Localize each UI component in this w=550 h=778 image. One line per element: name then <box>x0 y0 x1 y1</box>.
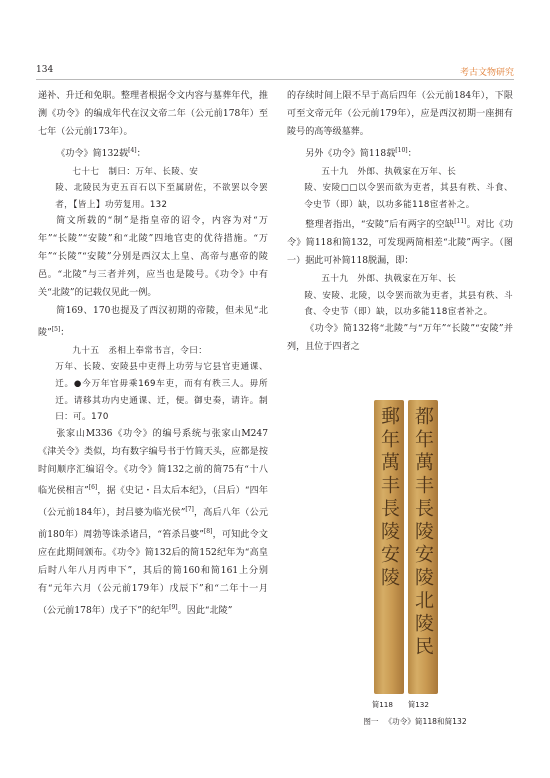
quote-text: 陵、安陵□□以令罢而欲为吏者，其县有秩、斗食、令史节（即）缺，以功多能118宦者补之。 <box>304 183 513 210</box>
text: 另外《功令》简118载 <box>305 148 396 159</box>
quote-line: 九十五 丞相上奉常书言，令曰： <box>72 345 208 356</box>
slip-label-118: 简118 <box>372 700 393 709</box>
text: 。对比《功令》简118和简132，可发现两简相差“北陵”两字。（图一）据此可补简118脱漏，即： <box>287 220 513 267</box>
bamboo-slips-figure <box>370 400 440 702</box>
text: ，据《史记・吕太后本纪》，（吕后）“四年（公元前184年），封吕婆为临光侯” <box>38 486 268 519</box>
block-quote <box>38 164 268 214</box>
footnote-ref: [4] <box>128 146 137 154</box>
text: 《功令》简132载 <box>56 148 129 159</box>
bamboo-slip-132 <box>408 400 438 694</box>
quote-text: 陵、北陵民为吏五百石以下至属尉佐，不欲罢以令罢者，【皆上】功劳复用。132 <box>55 183 268 210</box>
text: 简169、170也提及了西汉初期的帝陵，但未见“北陵” <box>38 305 268 338</box>
left-column <box>38 88 278 621</box>
block-quote <box>287 271 513 321</box>
text: 张家山M336《功令》的编号系统与张家山M247《津关令》类似，均有数字编号书于竹简天头，应都是按时间顺序汇编诏令。《功令》简132之前的简75有“十八 临光侯相言” <box>38 428 278 497</box>
slip-inscription: 都年萬丰長陵安陵北陵民 <box>412 406 434 659</box>
figure-caption <box>340 716 490 727</box>
quote-line: 五十九 外郎、执戟家在万年、长 <box>321 274 457 285</box>
caption-text: 《功令》简118和简132 <box>384 717 467 726</box>
paragraph: 《功令》简132将“北陵”与“万年”“长陵”“安陵”并列，且位于四者之 <box>287 323 513 352</box>
paragraph: 递补、升迁和免职。整理者根据令文内容与墓葬年代，推测《功令》的编成年代在汉文帝二年（公元前178年）至七年（公元前173年）。 <box>38 91 268 137</box>
block-quote <box>38 343 268 426</box>
text: 。因此“北陵” <box>177 605 233 616</box>
footnote-ref: [11] <box>454 218 467 226</box>
text: ，可知此令文应在此期间颁布。《功令》简132后的简152纪年为“高皇后时八年八月丙申下”，其后的简160和简161上分别有“元年六月（公元前179年）戊辰下”和“二年十一月（公元前178年）戊子下”的纪年 <box>38 530 268 616</box>
footnote-ref: [7] <box>185 506 194 514</box>
text: ： <box>60 327 70 338</box>
paragraph <box>287 213 513 271</box>
text: 整理者指出，“安陵”后有两字的空缺 <box>305 220 455 231</box>
slip-inscription: 郵年萬丰長陵安陵 <box>378 406 400 590</box>
paragraph <box>287 142 513 164</box>
footnote-ref: [10] <box>395 146 408 154</box>
quote-line: 七十七 制曰：万年、长陵、安 <box>72 166 199 177</box>
footnote-ref: [9] <box>169 603 178 611</box>
footnote-ref: [8] <box>203 528 213 536</box>
paragraph: 简文所载的“制”是指皇帝的诏令，内容为对“万年”“长陵”“安陵”和“北陵”四地官吏的优待措施。“万年”“长陵”“安陵”分别是西汉太上皇、高帝与惠帝的陵邑。“北陵”与三者并列，应当也是陵号。《功令》中有关“北陵”的记载仅见此一例。 <box>38 216 268 299</box>
bamboo-slip-118 <box>374 400 404 694</box>
text: ： <box>136 148 146 159</box>
paragraph <box>38 426 278 621</box>
footnote-ref: [6] <box>88 484 98 492</box>
quote-line: 五十九 外郎、执戟家在万年、长 <box>321 166 457 177</box>
paragraph: 的存续时间上限不早于高后四年（公元前184年），下限可至文帝元年（公元前179年），应是西汉初期一座拥有陵号的高等级墓葬。 <box>287 91 513 137</box>
text: ，高后八年（公元前180年）周勃等诛杀诸吕，“笞杀吕婆” <box>38 508 268 541</box>
journal-title: 考古文物研究 <box>459 68 514 78</box>
right-column <box>287 88 513 357</box>
block-quote <box>287 164 513 214</box>
text: ： <box>407 148 417 159</box>
quote-text: 陵、安陵、北陵，以令罢而欲为吏者，其县有秩、斗食、令史节（即）缺，以功多能118宦者补之。 <box>304 290 513 318</box>
quote-text: 万年、长陵、安陵县中吏得上功劳与它县官吏通课、迁。●今万年官毋乘169车吏，而有有秩三人。毋所迁。请移其功内史通课、迁，便。御史奏，请许。制曰：可。170 <box>55 362 268 423</box>
header-rule <box>36 79 514 80</box>
page-number: 134 <box>36 65 54 75</box>
caption-number: 图一 <box>363 717 379 726</box>
paragraph <box>38 142 268 164</box>
footnote-ref: [5] <box>51 325 61 333</box>
slip-label-132: 简132 <box>408 700 429 709</box>
paragraph <box>38 303 268 343</box>
